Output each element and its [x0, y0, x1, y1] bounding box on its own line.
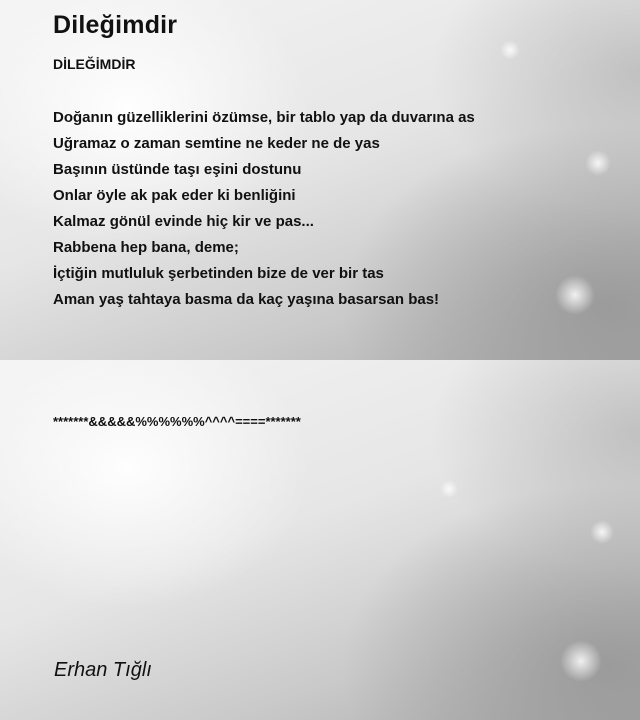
bokeh-light	[585, 150, 611, 176]
poem-body	[53, 105, 475, 313]
poem-line: Onlar öyle ak pak eder ki benliğini	[53, 187, 296, 204]
poem-line: Aman yaş tahtaya basma da kaç yaşına basarsan bas!	[53, 291, 440, 308]
poem-line: Rabbena hep bana, deme;	[53, 239, 239, 256]
poem-line: Doğanın güzelliklerini özümse, bir tablo yap da duvarına as	[53, 109, 475, 126]
poem-line: Uğramaz o zaman semtine ne keder ne de yas	[53, 135, 380, 152]
poem-line: Kalmaz gönül evinde hiç kir ve pas...	[53, 213, 314, 230]
poem-title: Dileğimdir	[53, 11, 178, 39]
bokeh-light	[560, 640, 602, 682]
bokeh-light	[555, 275, 595, 315]
signature-panel	[0, 360, 640, 720]
separator-text: *******&&&&&%%%%%%^^^^====*******	[53, 414, 301, 429]
poem-subtitle: DİLEĞİMDİR	[53, 56, 136, 72]
bokeh-light	[500, 40, 520, 60]
poem-line: İçtiğin mutluluk şerbetinden bize de ver bir tas	[53, 265, 384, 282]
bokeh-light	[590, 520, 614, 544]
bokeh-light	[440, 480, 458, 498]
poem-line: Başının üstünde taşı eşini dostunu	[53, 161, 302, 178]
author-name: Erhan Tığlı	[54, 659, 152, 681]
